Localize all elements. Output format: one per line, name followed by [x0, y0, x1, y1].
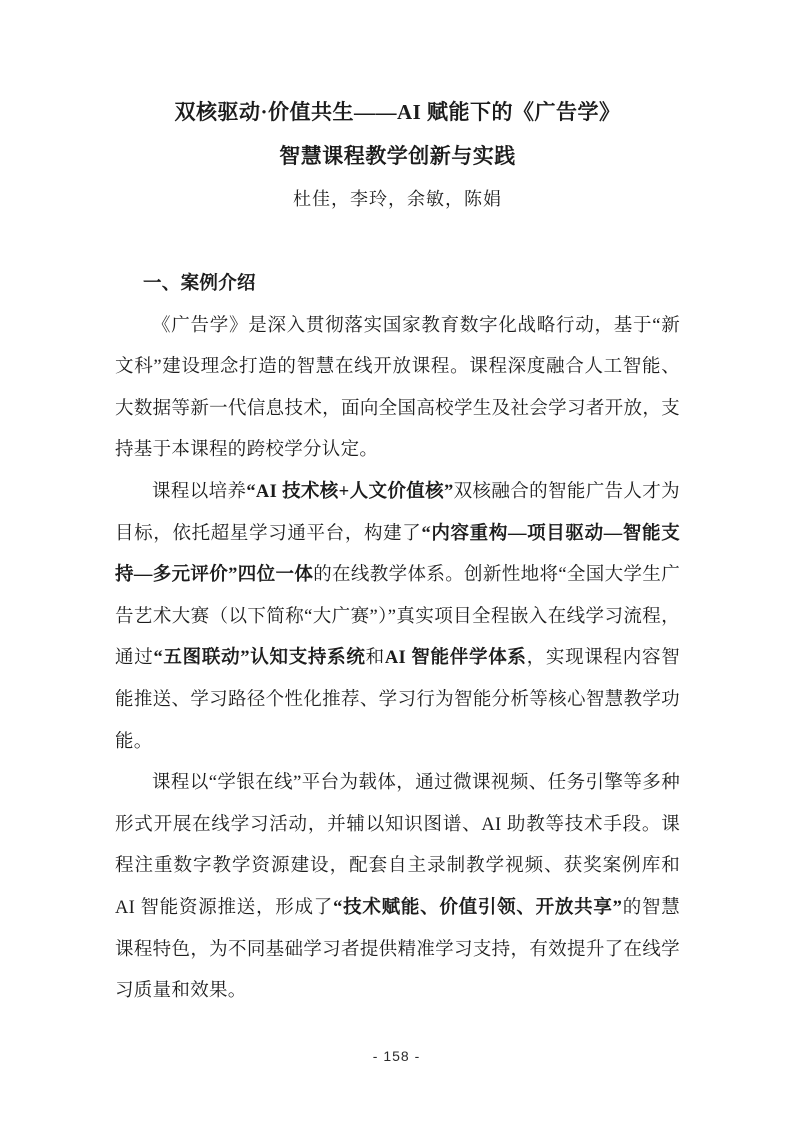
- text-run: 课程以培养: [152, 481, 247, 502]
- bold-text-run: “内容重构—项目驱动—智能支持—多元评价”四位一体: [115, 523, 680, 586]
- authors-line: 杜佳，李玲，余敏，陈娟: [293, 189, 502, 209]
- paragraph: [115, 472, 680, 763]
- bold-text-run: AI 智能伴学体系: [384, 648, 527, 669]
- section-heading: 一、案例介绍: [143, 274, 256, 294]
- text-run: 的在线教学体系。创新性地将“全国大学生广告艺术大赛（以下简称“大广赛”）”真实项目全程嵌入在线学习流程，通过: [115, 565, 680, 669]
- document-content: [115, 0, 680, 1013]
- document-title: [115, 0, 680, 178]
- page-number: - 158 -: [372, 1048, 421, 1064]
- body-paragraphs: [115, 306, 680, 1013]
- bold-text-run: “技术赋能、价值引领、开放共享”: [333, 897, 623, 918]
- text-run: 《广告学》是深入贯彻落实国家教育数字化战略行动，基于“新文科”建设理念打造的智慧在线开放课程。课程深度融合人工智能、大数据等新一代信息技术，面向全国高校学生及社会学习者开放，支持基于本课程的跨校学分认定。: [115, 315, 680, 461]
- title-line-1: 双核驱动·价值共生——AI 赋能下的《广告学》: [174, 100, 621, 124]
- paragraph: [115, 306, 680, 472]
- text-run: 和: [365, 648, 385, 669]
- paragraph: [115, 763, 680, 1013]
- text-run: 双核融合的智能广告人才为目标，依托超星学习通平台，构建了: [115, 481, 680, 544]
- bold-text-run: “五图联动”认知支持系统: [153, 648, 366, 669]
- title-line-2: 智慧课程教学创新与实践: [279, 144, 516, 168]
- text-run: 的智慧课程特色，为不同基础学习者提供精准学习支持，有效提升了在线学习质量和效果。: [115, 897, 681, 1002]
- text-run: ，实现课程内容智能推送、学习路径个性化推荐、学习行为智能分析等核心智慧教学功能。: [115, 648, 680, 752]
- text-run: 课程以“学银在线”平台为载体，通过微课视频、任务引擎等多种形式开展在线学习活动，并辅以知识图谱、AI 助教等技术手段。课程注重数字教学资源建设，配套自主录制教学视频、获奖案例库和 AI 智能资源推送，形成了: [115, 773, 680, 918]
- bold-text-run: “AI 技术核+人文价值核”: [246, 481, 454, 502]
